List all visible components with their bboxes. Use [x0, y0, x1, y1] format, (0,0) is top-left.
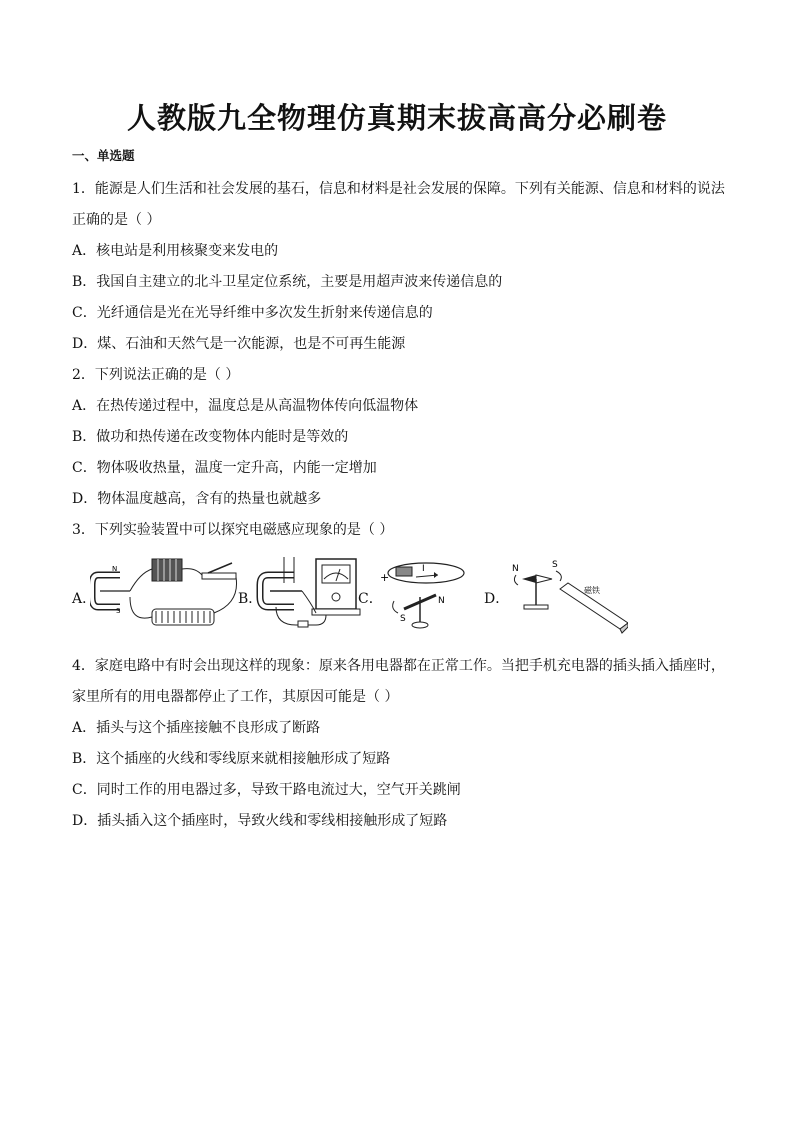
question-2-option-d: D．物体温度越高，含有的热量也就越多 — [72, 491, 322, 507]
question-4-option-a: A．插头与这个插座接触不良形成了断路 — [72, 720, 321, 736]
question-1-option-c: C．光纤通信是光在光导纤维中多次发生折射来传递信息的 — [72, 305, 433, 321]
question-1-option-d: D．煤、石油和天然气是一次能源，也是不可再生能源 — [72, 336, 406, 352]
figure-a-s-text: S — [116, 607, 121, 615]
figure-d-s-text: S — [552, 560, 558, 570]
figure-b-label: B． — [238, 591, 263, 607]
question-3-stem: 3．下列实验装置中可以探究电磁感应现象的是（ ） — [72, 522, 394, 538]
figure-d-n-text: N — [512, 564, 519, 574]
question-2-option-c: C．物体吸收热量，温度一定升高，内能一定增加 — [72, 460, 377, 476]
figure-c-plus-text: + — [380, 571, 390, 584]
figure-c-oersted-setup — [376, 553, 468, 635]
page-title: 人教版九全物理仿真期末拔高高分必刷卷 — [126, 101, 667, 135]
figure-a-n-text: N — [112, 565, 118, 573]
question-4-option-d: D．插头插入这个插座时，导致火线和零线相接触形成了短路 — [72, 813, 448, 829]
figure-c-n-text: N — [438, 596, 445, 606]
figure-c-current-text: I — [422, 564, 425, 574]
question-1-stem-line1: 1．能源是人们生活和社会发展的基石，信息和材料是社会发展的保障。下列有关能源、信息和材料的说法 — [72, 181, 725, 197]
question-2-option-b: B．做功和热传递在改变物体内能时是等效的 — [72, 429, 349, 445]
figure-c-s-text: S — [400, 614, 406, 624]
question-2-stem: 2．下列说法正确的是（ ） — [72, 367, 240, 383]
question-1-stem-line2: 正确的是（ ） — [72, 212, 161, 228]
section-heading: 一、单选题 — [72, 148, 135, 163]
figure-a-label: A． — [72, 591, 97, 607]
figure-c-label: C． — [358, 591, 383, 607]
figure-d-label: D． — [484, 591, 510, 607]
figure-d-magnet-text: 磁铁 — [584, 586, 600, 595]
question-1-option-b: B．我国自主建立的北斗卫星定位系统，主要是用超声波来传递信息的 — [72, 274, 503, 290]
figure-b-galvanometer-setup — [256, 553, 362, 635]
figure-a-generator-circuit — [90, 553, 240, 635]
question-4-stem-line1: 4．家庭电路中有时会出现这样的现象：原来各用电器都在正常工作。当把手机充电器的插头插入插座时， — [72, 658, 725, 674]
question-4-option-b: B．这个插座的火线和零线原来就相接触形成了短路 — [72, 751, 391, 767]
question-4-stem-line2: 家里所有的用电器都停止了工作，其原因可能是（ ） — [72, 689, 399, 705]
question-1-option-a: A．核电站是利用核聚变来发电的 — [72, 243, 279, 259]
question-2-option-a: A．在热传递过程中，温度总是从高温物体传向低温物体 — [72, 398, 419, 414]
question-4-option-c: C．同时工作的用电器过多，导致干路电流过大，空气开关跳闸 — [72, 782, 461, 798]
figure-d-compass-magnet — [504, 553, 628, 635]
